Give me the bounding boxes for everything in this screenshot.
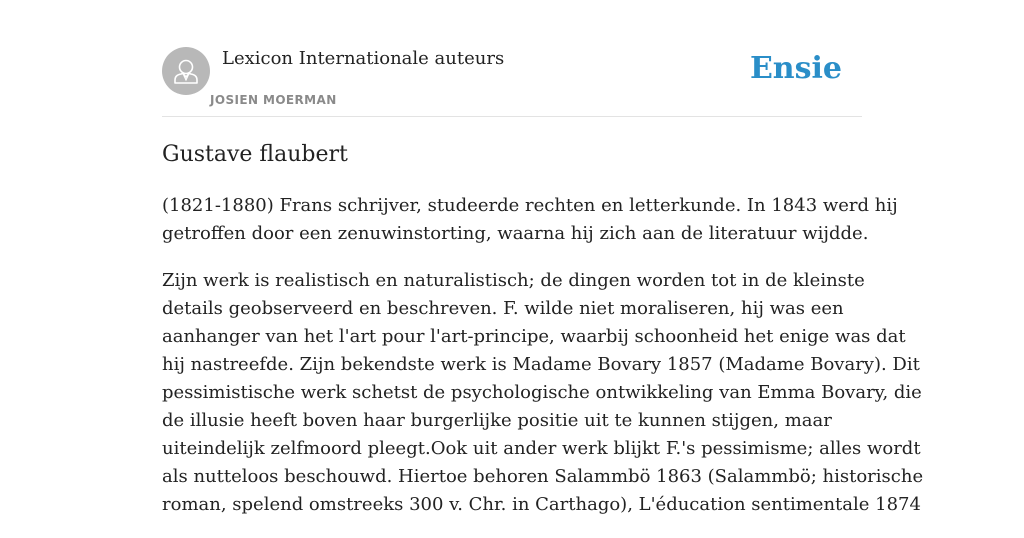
user-silhouette-icon <box>162 47 210 95</box>
paragraph <box>162 192 898 248</box>
brand-logo[interactable]: Ensie <box>749 51 842 86</box>
text-line: uiteindelijk zelfmoord pleegt.Ook uit ander werk blijkt F.'s pessimisme; alles wordt <box>162 438 921 459</box>
text-line: als nutteloos beschouwd. Hiertoe behoren Salammbö 1863 (Salammbö; historische <box>162 466 924 487</box>
page-header <box>162 0 862 117</box>
text-line: details geobserveerd en beschreven. F. wilde niet moraliseren, hij was een <box>162 298 844 319</box>
source-title[interactable]: Lexicon Internationale auteurs <box>222 48 505 69</box>
text-line: pessimistische werk schetst de psychologische ontwikkeling van Emma Bovary, die <box>162 382 922 403</box>
text-line: (1821-1880) Frans schrijver, studeerde rechten en letterkunde. In 1843 werd hij <box>162 195 898 216</box>
text-line: de illusie heeft boven haar burgerlijke positie uit te kunnen stijgen, maar <box>162 410 832 431</box>
article-body <box>162 192 924 538</box>
author-avatar[interactable] <box>162 47 210 95</box>
text-line: hij nastreefde. Zijn bekendste werk is Madame Bovary 1857 (Madame Bovary). Dit <box>162 354 920 375</box>
text-line: Zijn werk is realistisch en naturalistisch; de dingen worden tot in de kleinste <box>162 270 865 291</box>
text-line: aanhanger van het l'art pour l'art-principe, waarbij schoonheid het enige was dat <box>162 326 906 347</box>
text-line: roman, spelend omstreeks 300 v. Chr. in Carthago), L'éducation sentimentale 1874 <box>162 494 921 515</box>
paragraph <box>162 267 924 519</box>
author-name[interactable]: JOSIEN MOERMAN <box>210 93 337 107</box>
text-line: getroffen door een zenuwinstorting, waarna hij zich aan de literatuur wijdde. <box>162 223 869 244</box>
page-title: Gustave flaubert <box>162 142 348 167</box>
